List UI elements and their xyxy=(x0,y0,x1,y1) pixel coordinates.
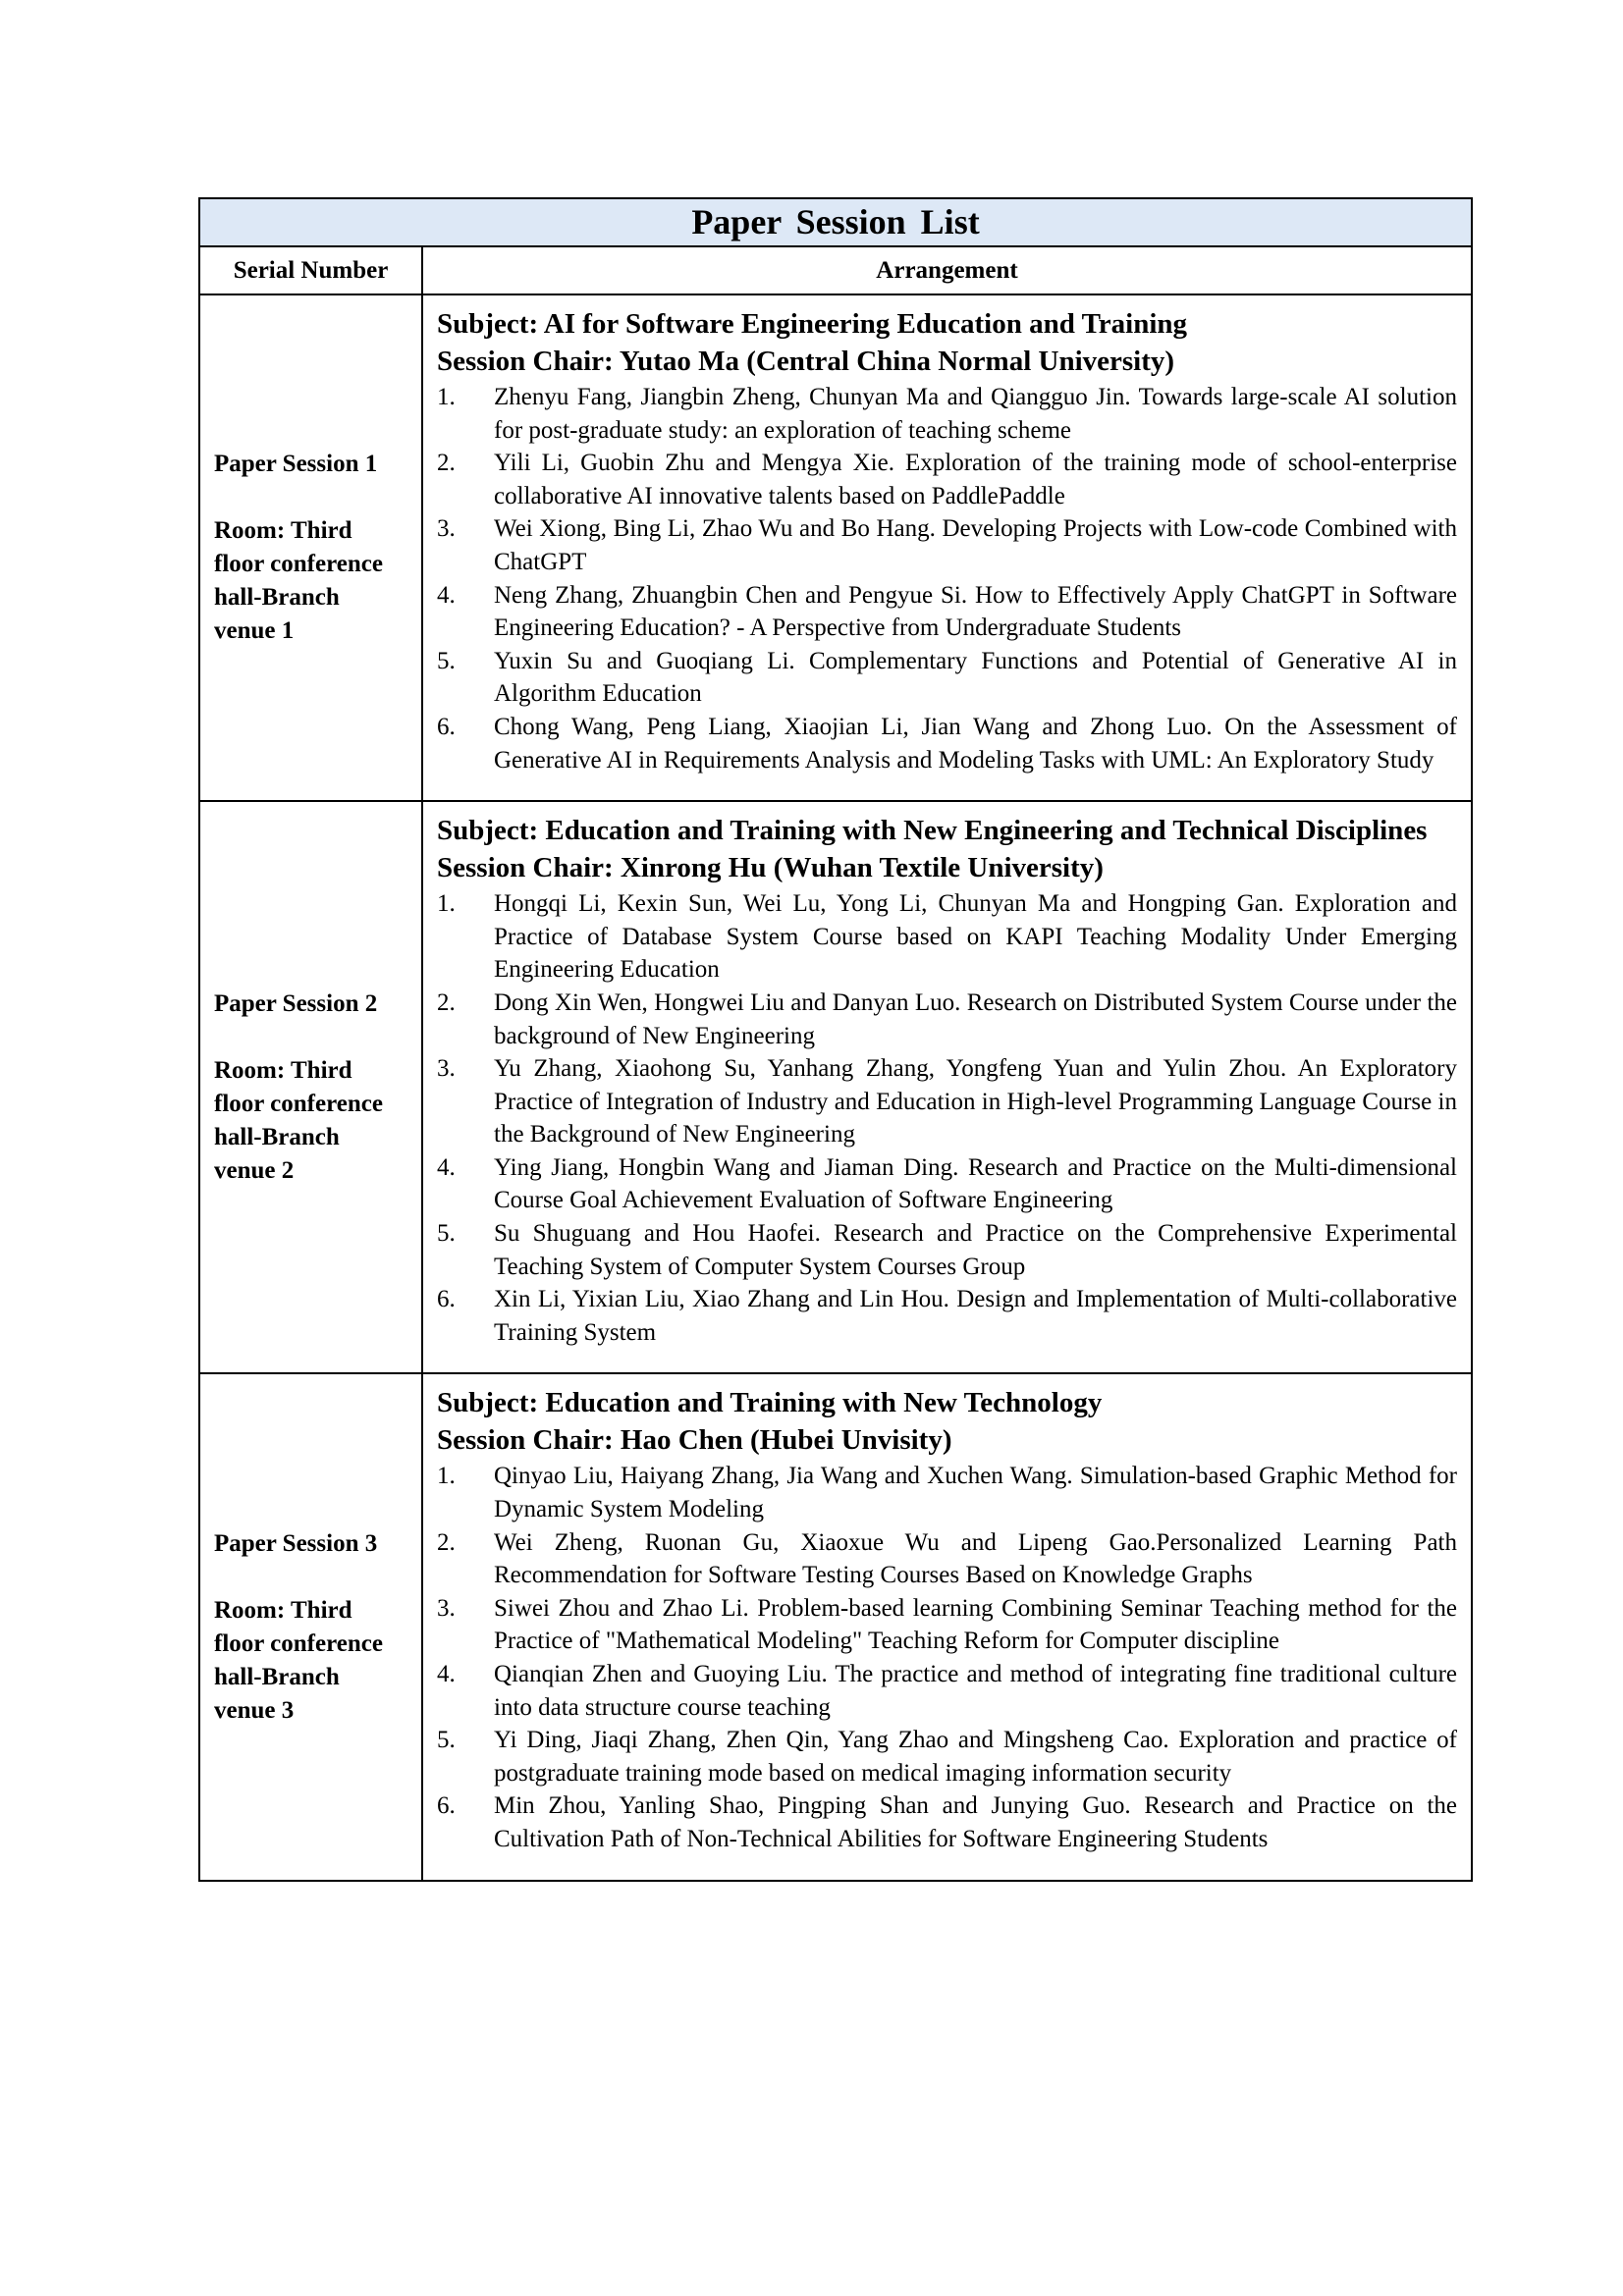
session-serial-cell xyxy=(199,1373,422,1880)
session-chair: Session Chair: Xinrong Hu (Wuhan Textile University) xyxy=(437,852,1104,884)
paper-item xyxy=(437,987,1457,1052)
session-row xyxy=(199,801,1472,1373)
paper-text: Su Shuguang and Hou Haofei. Research and Practice on the Comprehensive Experimental Teaching System of Computer System Courses Group xyxy=(494,1220,1457,1280)
session-chair: Session Chair: Hao Chen (Hubei Unvisity) xyxy=(437,1424,952,1457)
paper-item xyxy=(437,1217,1457,1283)
paper-text: Zhenyu Fang, Jiangbin Zheng, Chunyan Ma and Qiangguo Jin. Towards large-scale AI solution for post-graduate study: an exploration of teaching scheme xyxy=(494,384,1457,444)
paper-number: 2. xyxy=(437,1528,456,1556)
paper-text: Dong Xin Wen, Hongwei Liu and Danyan Luo. Research on Distributed System Course under the background of New Engineering xyxy=(494,988,1457,1049)
paper-item xyxy=(437,1460,1457,1525)
paper-list xyxy=(437,887,1457,1349)
session-name: Paper Session 1 xyxy=(214,451,378,478)
paper-text: Qianqian Zhen and Guoying Liu. The practice and method of integrating fine traditional culture into data structure course teaching xyxy=(494,1661,1457,1721)
session-room: Room: Third floor conference hall-Branch venue 2 xyxy=(214,1056,383,1184)
session-subject: Subject: Education and Training with New Engineering and Technical Disciplines xyxy=(437,815,1428,847)
session-subject: Subject: Education and Training with New Technology xyxy=(437,1387,1103,1419)
session-name: Paper Session 3 xyxy=(214,1529,378,1557)
paper-text: Chong Wang, Peng Liang, Xiaojian Li, Jian Wang and Zhong Luo. On the Assessment of Generative AI in Requirements Analysis and Modeling Tasks with UML: An Exploratory Study xyxy=(494,713,1457,774)
paper-item xyxy=(437,1724,1457,1789)
paper-item xyxy=(437,887,1457,987)
paper-number: 3. xyxy=(437,1594,456,1622)
paper-item xyxy=(437,711,1457,776)
paper-item xyxy=(437,1592,1457,1658)
paper-list xyxy=(437,1460,1457,1855)
paper-item xyxy=(437,512,1457,578)
session-row xyxy=(199,1373,1472,1880)
paper-text: Wei Zheng, Ruonan Gu, Xiaoxue Wu and Lipeng Gao.Personalized Learning Path Recommendation for Software Testing Courses Based on Knowledge Graphs xyxy=(494,1528,1457,1589)
paper-number: 1. xyxy=(437,1463,456,1490)
paper-item xyxy=(437,579,1457,645)
paper-item xyxy=(437,381,1457,447)
paper-item xyxy=(437,1283,1457,1349)
paper-item xyxy=(437,1789,1457,1855)
session-row xyxy=(199,294,1472,801)
session-serial-cell xyxy=(199,294,422,801)
paper-item xyxy=(437,447,1457,512)
paper-number: 6. xyxy=(437,1792,456,1820)
paper-number: 1. xyxy=(437,384,456,410)
session-room: Room: Third floor conference hall-Branch venue 3 xyxy=(214,1596,383,1724)
paper-item xyxy=(437,1052,1457,1151)
paper-text: Ying Jiang, Hongbin Wang and Jiaman Ding. Research and Practice on the Multi-dimensional Course Goal Achievement Evaluation of Software Engineering xyxy=(494,1153,1457,1214)
paper-text: Min Zhou, Yanling Shao, Pingping Shan and Junying Guo. Research and Practice on the Cultivation Path of Non-Technical Abilities for Software Engineering Students xyxy=(494,1792,1457,1852)
paper-number: 1. xyxy=(437,890,456,918)
session-arrangement-cell xyxy=(422,801,1472,1373)
header-row xyxy=(199,246,1472,294)
paper-item xyxy=(437,1658,1457,1724)
session-room: Room: Third floor conference hall-Branch venue 1 xyxy=(214,517,383,645)
paper-number: 4. xyxy=(437,581,456,609)
paper-text: Qinyao Liu, Haiyang Zhang, Jia Wang and Xuchen Wang. Simulation-based Graphic Method for Dynamic System Modeling xyxy=(494,1463,1457,1523)
title-row xyxy=(199,198,1472,246)
paper-number: 5. xyxy=(437,1220,456,1248)
paper-number: 2. xyxy=(437,450,456,477)
paper-text: Wei Xiong, Bing Li, Zhao Wu and Bo Hang. Developing Projects with Low-code Combined with ChatGPT xyxy=(494,515,1457,575)
paper-number: 5. xyxy=(437,647,456,674)
paper-item xyxy=(437,645,1457,711)
session-serial-cell xyxy=(199,801,422,1373)
paper-text: Siwei Zhou and Zhao Li. Problem-based learning Combining Seminar Teaching method for the Practice of "Mathematical Modeling" Teaching Reform for Computer discipline xyxy=(494,1594,1457,1655)
paper-text: Neng Zhang, Zhuangbin Chen and Pengyue Si. How to Effectively Apply ChatGPT in Software Engineering Education? - A Perspective from Undergraduate Students xyxy=(494,581,1457,642)
paper-session-table xyxy=(198,197,1473,1882)
session-chair: Session Chair: Yutao Ma (Central China Normal University) xyxy=(437,346,1175,377)
paper-number: 4. xyxy=(437,1153,456,1181)
header-serial-number: Serial Number xyxy=(199,246,422,294)
session-arrangement-cell xyxy=(422,294,1472,801)
session-arrangement-cell xyxy=(422,1373,1472,1880)
paper-text: Yi Ding, Jiaqi Zhang, Zhen Qin, Yang Zhao and Mingsheng Cao. Exploration and practice of postgraduate training mode based on medical imaging information security xyxy=(494,1727,1457,1787)
paper-number: 4. xyxy=(437,1661,456,1687)
paper-number: 3. xyxy=(437,515,456,543)
paper-text: Xin Li, Yixian Liu, Xiao Zhang and Lin Hou. Design and Implementation of Multi-collaborative Training System xyxy=(494,1286,1457,1346)
paper-item xyxy=(437,1151,1457,1217)
paper-list xyxy=(437,381,1457,776)
session-subject: Subject: AI for Software Engineering Education and Training xyxy=(437,308,1188,340)
paper-number: 2. xyxy=(437,988,456,1016)
paper-number: 3. xyxy=(437,1055,456,1083)
table-title: Paper Session List xyxy=(199,198,1472,246)
paper-text: Yuxin Su and Guoqiang Li. Complementary Functions and Potential of Generative AI in Algorithm Education xyxy=(494,647,1457,708)
paper-text: Yili Li, Guobin Zhu and Mengya Xie. Exploration of the training mode of school-enterprise collaborative AI innovative talents based on PaddlePaddle xyxy=(494,450,1457,509)
paper-number: 6. xyxy=(437,713,456,740)
session-name: Paper Session 2 xyxy=(214,989,378,1017)
paper-text: Yu Zhang, Xiaohong Su, Yanhang Zhang, Yongfeng Yuan and Yulin Zhou. An Exploratory Practice of Integration of Industry and Education in High-level Programming Language Course in the Background of New Engineering xyxy=(494,1055,1457,1148)
header-arrangement: Arrangement xyxy=(422,246,1472,294)
paper-number: 5. xyxy=(437,1727,456,1754)
paper-number: 6. xyxy=(437,1286,456,1313)
paper-item xyxy=(437,1526,1457,1592)
paper-text: Hongqi Li, Kexin Sun, Wei Lu, Yong Li, Chunyan Ma and Hongping Gan. Exploration and Practice of Database System Course based on KAPI Teaching Modality Under Emerging Engineering Education xyxy=(494,890,1457,984)
